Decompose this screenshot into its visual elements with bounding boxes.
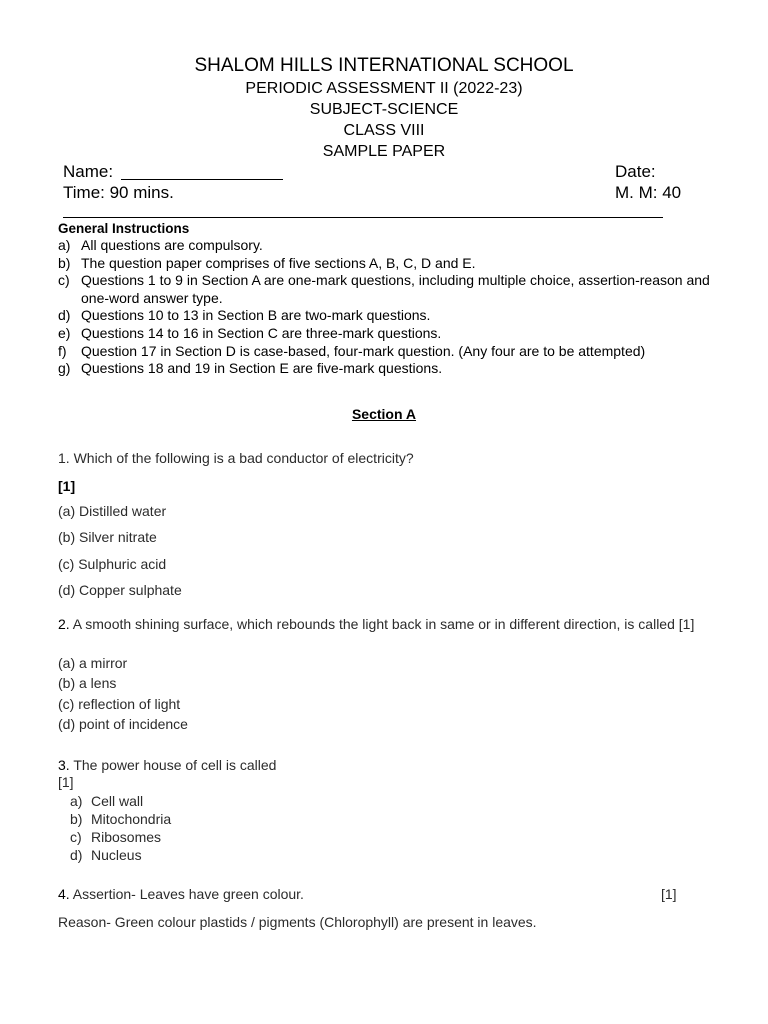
question-3-option: [70, 810, 171, 828]
question-2-option-c: (c) reflection of light: [58, 696, 181, 712]
question-1-option-c: (c) Sulphuric acid: [58, 556, 167, 572]
header-divider: [63, 217, 663, 218]
question-3-option: [70, 846, 171, 864]
question-3-marks: [1]: [58, 774, 74, 790]
question-4-number: 4.: [58, 886, 70, 902]
question-4-reason: Reason- Green colour plastids / pigments (Chlorophyll) are present in leaves.: [58, 914, 537, 930]
instruction-text: The question paper comprises of five sections A, B, C, D and E.: [81, 254, 476, 271]
option-text: Ribosomes: [91, 829, 162, 845]
instruction-text: Question 17 in Section D is case-based, four-mark question. (Any four are to be attempted): [81, 342, 646, 359]
question-3-option: [70, 828, 171, 846]
time-label: Time: 90 mins.: [63, 183, 174, 202]
instruction-text: All questions are compulsory.: [81, 237, 263, 253]
section-a-heading: Section A: [351, 406, 417, 422]
question-1-marks: [1]: [58, 478, 76, 494]
instruction-letter: b): [58, 254, 71, 271]
max-marks-label: M. M: 40: [615, 183, 682, 202]
question-4-text: Assertion- Leaves have green colour.: [69, 886, 304, 902]
name-label: Name:: [63, 162, 114, 181]
question-1-option-d: (d) Copper sulphate: [58, 582, 182, 598]
instruction-item: [58, 325, 718, 343]
question-2-text: A smooth shining surface, which rebounds the light back in same or in different direction, is called [1]: [69, 616, 695, 632]
paper-type-title: SAMPLE PAPER: [322, 143, 446, 160]
name-blank-line: [121, 179, 283, 180]
question-2-option-b: (b) a lens: [58, 675, 117, 691]
instruction-text: Questions 18 and 19 in Section E are five-mark questions.: [81, 360, 443, 377]
instruction-item: [58, 360, 718, 378]
subject-title: SUBJECT-SCIENCE: [309, 101, 459, 118]
question-3-number: 3.: [58, 757, 70, 773]
option-letter: a): [70, 793, 83, 809]
instruction-item: [58, 255, 718, 273]
instruction-letter: d): [58, 307, 71, 324]
instruction-item: [58, 307, 718, 325]
question-4: [58, 886, 304, 902]
instruction-item: [58, 237, 718, 255]
question-2: [58, 614, 718, 635]
instructions-list: [58, 237, 718, 378]
option-text: Cell wall: [91, 793, 144, 809]
option-text: Mitochondria: [91, 811, 172, 827]
question-4-marks: [1]: [661, 886, 677, 902]
option-letter: d): [70, 847, 83, 863]
instruction-letter: g): [58, 360, 71, 377]
date-label: Date:: [615, 162, 656, 181]
assessment-title: PERIODIC ASSESSMENT II (2022-23): [245, 80, 523, 97]
instruction-letter: c): [58, 272, 70, 289]
instruction-text: Questions 1 to 9 in Section A are one-mark questions, including multiple choice, assertion-reason and one-word answer type.: [81, 272, 710, 306]
question-3-option: [70, 792, 171, 810]
question-2-number: 2.: [58, 616, 70, 632]
instruction-letter: f): [58, 342, 67, 359]
question-3: [58, 757, 276, 773]
question-2-option-a: (a) a mirror: [58, 655, 128, 671]
instruction-text: Questions 14 to 16 in Section C are three-mark questions.: [81, 324, 442, 341]
instructions-title: General Instructions: [58, 221, 190, 236]
question-1-option-a: (a) Distilled water: [58, 503, 167, 519]
option-text: Nucleus: [91, 847, 142, 863]
question-2-option-d: (d) point of incidence: [58, 716, 188, 732]
instruction-letter: e): [58, 324, 71, 341]
question-3-options: [70, 792, 171, 864]
instruction-text: Questions 10 to 13 in Section B are two-mark questions.: [81, 307, 431, 324]
option-letter: c): [70, 829, 82, 845]
school-name: SHALOM HILLS INTERNATIONAL SCHOOL: [194, 55, 574, 76]
instruction-item: [58, 272, 718, 307]
option-letter: b): [70, 811, 83, 827]
class-title: CLASS VIII: [343, 122, 425, 139]
question-1-text: 1. Which of the following is a bad conductor of electricity?: [58, 450, 414, 466]
instruction-item: [58, 343, 718, 361]
question-3-text: The power house of cell is called: [69, 757, 277, 773]
instruction-letter: a): [58, 237, 71, 253]
question-1-option-b: (b) Silver nitrate: [58, 529, 157, 545]
